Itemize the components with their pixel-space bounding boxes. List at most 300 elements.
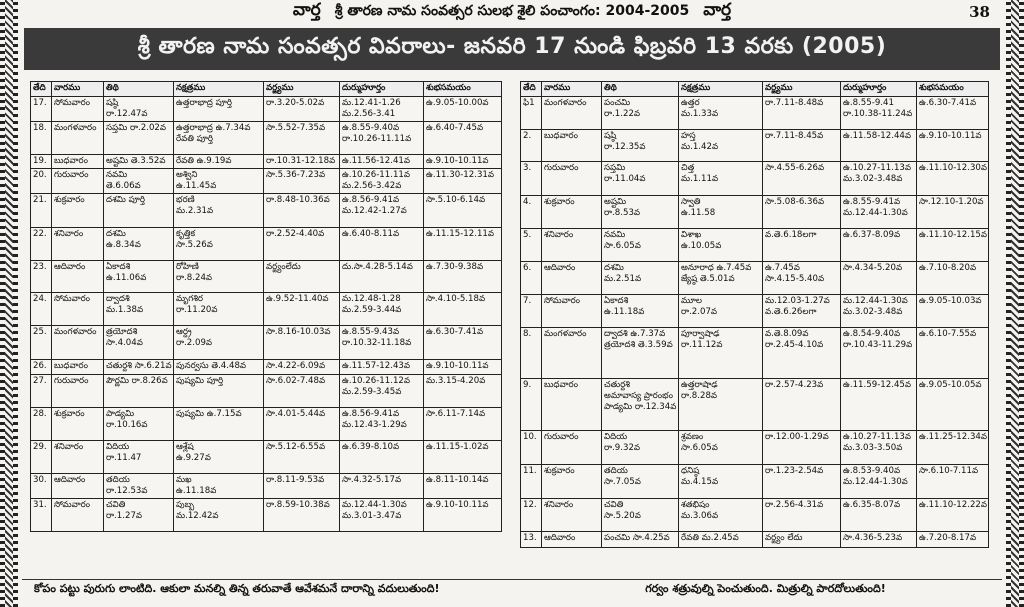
cell-nak (679, 465, 763, 499)
cell-line: రా.11.12వ (681, 340, 723, 350)
cell-line: నవమి (106, 170, 128, 180)
cell-line: ఉ.7.45వ (765, 263, 800, 273)
cell-line: విదియ (604, 432, 628, 442)
cell-line: మ.4.15వ (681, 477, 719, 487)
cell-line: తదియ (604, 466, 628, 476)
cell-dur (841, 130, 917, 162)
column-header: వారము (542, 82, 602, 97)
cell-line: ఆశ్లేష (176, 442, 194, 452)
cell-nak (679, 499, 763, 532)
cell-line: ఉ.10.27-11.13వ (843, 163, 912, 173)
cell-nak (174, 360, 264, 375)
cell-dur (841, 162, 917, 196)
cell-line: మ.2.56-3.41 (342, 109, 396, 119)
cell-line: సా.4.32-5.17వ (342, 475, 402, 485)
cell-line: దు.సా.4.28-5.14వ (342, 262, 413, 272)
cell-line: ఉ.11.58-12.44వ (843, 131, 912, 141)
column-header: నక్షత్రము (679, 82, 763, 97)
cell-var (763, 130, 841, 162)
cell-day: శుక్రవారం (52, 194, 104, 228)
cell-day: సోమవారం (52, 499, 104, 532)
cell-var (763, 229, 841, 262)
cell-line: మ.3.02-3.48వ (843, 307, 903, 317)
cell-shubh (424, 122, 502, 155)
cell-day: శనివారం (542, 499, 602, 532)
cell-date: 28. (31, 408, 52, 441)
cell-line: ఉ.11.18వ (604, 307, 645, 317)
cell-shubh (917, 295, 989, 328)
cell-day: సోమవారం (52, 293, 104, 326)
cell-line: పుబ్బ (176, 500, 195, 510)
cell-dur (841, 465, 917, 499)
cell-line: ఉ.11.10-12.30వ (919, 163, 988, 173)
column-header: దుర్ముహూర్తం (340, 82, 424, 97)
title-banner (24, 28, 1000, 70)
cell-nak (679, 379, 763, 431)
cell-line: రా.10.43-11.29వ (843, 340, 913, 350)
cell-shubh (424, 499, 502, 532)
table-row (31, 474, 502, 499)
cell-shubh (424, 261, 502, 293)
cell-line: త్రయోదశి తె.3.59వ (604, 340, 673, 350)
cell-tithi (602, 465, 679, 499)
cell-line: ఉ.8.56-9.41వ (342, 195, 400, 205)
table-row (31, 408, 502, 441)
cell-shubh (917, 499, 989, 532)
cell-line: సా.5.20వ (604, 511, 641, 521)
cell-nak (174, 441, 264, 474)
cell-line: ఉ.8.55-9.43వ (342, 327, 400, 337)
decorative-border-right (1006, 0, 1024, 607)
cell-line: ఉ.9.10-10.11వ (426, 361, 489, 371)
cell-line: ఉ.7.30-9.38వ (426, 262, 484, 272)
cell-tithi (104, 375, 174, 408)
cell-line: రా.2.56-4.31వ (765, 500, 824, 510)
cell-var (264, 408, 340, 441)
cell-line: రా.8.11-9.53వ (266, 475, 325, 485)
footer-quote-right: గర్వం శత్రువుల్ని పెంచుతుంది. మిత్రుల్ని పారదోలుతుంది! (645, 582, 886, 595)
cell-line: మ.3.03-3.50వ (843, 443, 903, 453)
table-row (31, 360, 502, 375)
cell-nak (174, 97, 264, 122)
vaartha-logo-left: వార్త (292, 0, 321, 20)
cell-line: ఉ.7.20-8.17వ (919, 533, 977, 543)
cell-tithi (104, 97, 174, 122)
table-row (31, 97, 502, 122)
footer-quotes (22, 579, 1002, 600)
cell-tithi (104, 293, 174, 326)
cell-line: రా.8.48-10.36వ (266, 195, 330, 205)
cell-line: ద్వాదశి (106, 294, 130, 304)
table-row (521, 431, 989, 465)
cell-shubh (424, 360, 502, 375)
cell-line: మ.12.44-1.30వ (843, 477, 908, 487)
cell-line: సా.6.11-7.14వ (426, 409, 486, 419)
cell-line: మ.1.42వ (681, 142, 719, 152)
cell-line: సా.8.16-10.03వ (266, 327, 331, 337)
cell-date: 27. (31, 375, 52, 408)
cell-line: పౌర్ణమి రా.8.26వ (106, 376, 168, 386)
cell-day: ఆదివారం (52, 261, 104, 293)
table-row (521, 465, 989, 499)
cell-nak (174, 474, 264, 499)
cell-date: 17. (31, 97, 52, 122)
cell-var (763, 328, 841, 379)
cell-shubh (424, 441, 502, 474)
cell-line: మ.12.42వ (176, 511, 219, 521)
cell-line: సా.4.34-5.20వ (843, 263, 903, 273)
cell-line: మ.3.15-4.20వ (426, 376, 486, 386)
cell-shubh (424, 474, 502, 499)
cell-tithi (104, 326, 174, 360)
table-row (31, 326, 502, 360)
cell-line: రేవతి ఉ.9.19వ (176, 156, 232, 166)
page-number: 38 (969, 3, 990, 21)
cell-var (763, 431, 841, 465)
cell-line: మూల (681, 296, 702, 306)
cell-day: బుధవారం (542, 379, 602, 431)
vaartha-logo-right: వార్త (703, 0, 732, 20)
cell-dur (340, 97, 424, 122)
cell-line: చతుర్దశి (604, 380, 631, 390)
table-row (521, 97, 989, 130)
cell-var (264, 375, 340, 408)
cell-line: రా.3.20-5.02వ (266, 98, 325, 108)
cell-line: అష్టమి (604, 197, 627, 207)
cell-line: ఉ.11.10-12.15వ (919, 230, 988, 240)
table-row (521, 379, 989, 431)
table-row (31, 122, 502, 155)
footer-quote-left: కోపం పట్టు పురుగు లాంటిది. ఆకులా మనల్ని తిన్న తరువాతే ఆవేశమనే దారాన్ని వదులుతుంది! (34, 582, 440, 595)
cell-shubh (917, 431, 989, 465)
cell-line: రేవతి పూర్తి (176, 134, 214, 144)
cell-day: ఆదివారం (542, 262, 602, 295)
table-row (31, 293, 502, 326)
cell-tithi (104, 408, 174, 441)
cell-shubh (917, 97, 989, 130)
cell-date: 3. (521, 162, 542, 196)
cell-line: సా.5.08-6.36వ (765, 197, 825, 207)
cell-day: శుక్రవారం (542, 196, 602, 229)
cell-line: పుష్యమి ఉ.7.15వ (176, 409, 242, 419)
cell-line: షష్ఠి (604, 131, 617, 141)
cell-dur (841, 196, 917, 229)
cell-line: రా.10.38-11.24వ (843, 109, 913, 119)
cell-line: రా.12.00-1.29వ (765, 432, 829, 442)
cell-nak (679, 229, 763, 262)
cell-dur (340, 499, 424, 532)
cell-line: ఉ.8.53-9.40వ (843, 466, 901, 476)
cell-line: ఉ.11.56-12.41వ (342, 156, 411, 166)
cell-line: ఉ.11.15-1.02వ (426, 442, 489, 452)
table-row (521, 162, 989, 196)
cell-line: రా.7.11-8.45వ (765, 131, 824, 141)
cell-line: ఉ.8.55-9.40వ (342, 123, 400, 133)
cell-line: మ.2.56-3.42వ (342, 181, 402, 191)
cell-shubh (424, 326, 502, 360)
cell-tithi (602, 262, 679, 295)
cell-date: 18. (31, 122, 52, 155)
cell-var (264, 360, 340, 375)
cell-line: ఉ.7.10-8.20వ (919, 263, 977, 273)
cell-line: అశ్విని (176, 170, 198, 180)
cell-line: అష్టమి తె.3.52వ (106, 156, 166, 166)
cell-line: ఏకాదశి (604, 296, 629, 306)
cell-var (763, 262, 841, 295)
table-row (31, 441, 502, 474)
cell-var (763, 162, 841, 196)
cell-line: రా.2.45-4.10వ (765, 340, 824, 350)
cell-tithi (602, 379, 679, 431)
cell-line: ఉ.6.30-7.41వ (426, 327, 484, 337)
cell-day: శుక్రవారం (542, 465, 602, 499)
cell-dur (340, 375, 424, 408)
cell-line: వర్జ్యం లేదు (765, 533, 803, 543)
cell-line: చవితి (604, 500, 624, 510)
cell-line: సా.4.22-6.09వ (266, 361, 326, 371)
cell-tithi (602, 295, 679, 328)
cell-line: ఉ.6.30-7.41వ (919, 98, 977, 108)
cell-line: ఉ.9.05-10.00వ (426, 98, 489, 108)
cell-line: మ.12.42-1.27వ (342, 206, 407, 216)
column-header: తిథి (602, 82, 679, 97)
cell-line: రా.7.11-8.48వ (765, 98, 824, 108)
cell-line: సా.7.05వ (604, 477, 641, 487)
table-row (521, 328, 989, 379)
cell-line: ఉ.11.15-12.11వ (426, 229, 495, 239)
cell-date: 4. (521, 196, 542, 229)
cell-line: మ.3.02-3.48వ (843, 174, 903, 184)
cell-tithi (602, 499, 679, 532)
cell-line: రేవతి మ.2.45వ (681, 533, 739, 543)
cell-nak (174, 155, 264, 169)
cell-shubh (424, 97, 502, 122)
cell-line: దశమి (604, 263, 624, 273)
cell-date: 8. (521, 328, 542, 379)
cell-line: పంచమి సా.4.25వ (604, 533, 670, 543)
cell-date: 13. (521, 532, 542, 548)
cell-line: తె.6.06వ (106, 181, 141, 191)
cell-line: ఉ.8.54-9.40వ (843, 329, 901, 339)
cell-line: విదియ (106, 442, 130, 452)
cell-date: ఫి1 (521, 97, 542, 130)
column-header: వర్జ్యము (264, 82, 340, 97)
cell-line: జ్యేష్ఠ తె.5.01వ (681, 274, 735, 284)
cell-date: 22. (31, 228, 52, 261)
cell-nak (679, 162, 763, 196)
cell-line: పంచమి (604, 98, 631, 108)
table-row (521, 499, 989, 532)
cell-line: పుష్యమి పూర్తి (176, 376, 224, 386)
cell-tithi (104, 441, 174, 474)
cell-line: పాడ్యమి (106, 409, 135, 419)
cell-line: సా.5.10-6.14వ (426, 195, 486, 205)
cell-dur (340, 326, 424, 360)
cell-date: 5. (521, 229, 542, 262)
cell-shubh (917, 162, 989, 196)
cell-line: మ.12.43-1.29వ (342, 420, 407, 430)
banner-title: శ్రీ తారణ నామ సంవత్సర వివరాలు- జనవరి 17 నుండి ఫిబ్రవరి 13 వరకు (2005) (137, 34, 887, 59)
cell-day: శుక్రవారం (52, 408, 104, 441)
column-header: నక్షత్రము (174, 82, 264, 97)
cell-line: ఉ.6.35-8.07వ (843, 500, 901, 510)
cell-line: వ.తె.8.09వ (765, 329, 809, 339)
cell-shubh (424, 408, 502, 441)
cell-line: మ.2.59-3.45వ (342, 387, 402, 397)
cell-dur (841, 532, 917, 548)
cell-line: రా.2.07వ (681, 307, 718, 317)
cell-line: మ.12.48-1.28 (342, 294, 401, 304)
cell-shubh (424, 155, 502, 169)
cell-date: 25. (31, 326, 52, 360)
cell-line: ఉ.6.10-7.55వ (919, 329, 977, 339)
cell-line: సా.6.05వ (681, 443, 718, 453)
cell-nak (679, 97, 763, 130)
cell-line: మ.1.38వ (106, 305, 144, 315)
cell-tithi (104, 194, 174, 228)
cell-dur (841, 229, 917, 262)
cell-day: బుధవారం (52, 155, 104, 169)
cell-line: రా.12.47వ (106, 109, 148, 119)
column-header: వారము (52, 82, 104, 97)
cell-var (264, 441, 340, 474)
cell-var (264, 228, 340, 261)
table-row (31, 194, 502, 228)
cell-date: 12. (521, 499, 542, 532)
panchangam-table-right (520, 81, 989, 548)
cell-line: నవమి (604, 230, 626, 240)
cell-line: త్రయోదశి (106, 327, 138, 337)
cell-tithi (602, 532, 679, 548)
cell-line: రా.1.23-2.54వ (765, 466, 824, 476)
page-header (22, 0, 1002, 24)
cell-line: సా.4.36-5.23వ (843, 533, 903, 543)
table-row (521, 532, 989, 548)
cell-date: 11. (521, 465, 542, 499)
cell-day: మంగళవారం (542, 97, 602, 130)
cell-dur (340, 228, 424, 261)
cell-day: శనివారం (52, 441, 104, 474)
cell-line: ఉత్తరాభాద్ర ఉ.7.34వ (176, 123, 251, 133)
column-header: శుభసమయం (917, 82, 989, 97)
cell-line: ఉ.9.10-10.11వ (426, 500, 489, 510)
table-row (521, 295, 989, 328)
cell-dur (340, 293, 424, 326)
cell-day: ఆదివారం (52, 474, 104, 499)
cell-dur (340, 169, 424, 194)
cell-line: ఉ.9.05-10.03వ (919, 296, 982, 306)
cell-var (264, 155, 340, 169)
cell-line: సా.6.10-7.11వ (919, 466, 979, 476)
cell-var (264, 169, 340, 194)
cell-line: సా.5.12-6.55వ (266, 442, 326, 452)
cell-tithi (104, 474, 174, 499)
cell-line: ఉ.10.05వ (681, 241, 722, 251)
cell-tithi (602, 97, 679, 130)
cell-line: రా.11.20వ (176, 305, 218, 315)
cell-day: గురువారం (52, 375, 104, 408)
cell-line: షష్ఠి (106, 98, 119, 108)
column-header: శుభసమయం (424, 82, 502, 97)
cell-var (264, 97, 340, 122)
cell-line: మ.3.06వ (681, 511, 719, 521)
cell-line: మ.12.44-1.30వ (843, 208, 908, 218)
cell-line: ఉ.10.26-11.12వ (342, 376, 411, 386)
cell-dur (841, 431, 917, 465)
table-row (521, 130, 989, 162)
cell-tithi (104, 155, 174, 169)
cell-date: 7. (521, 295, 542, 328)
cell-shubh (917, 465, 989, 499)
cell-line: రా.2.09వ (176, 338, 213, 348)
cell-date: 31. (31, 499, 52, 532)
cell-line: సా.4.55-6.26వ (765, 163, 825, 173)
table-header-row (31, 82, 502, 97)
cell-tithi (602, 130, 679, 162)
cell-dur (841, 295, 917, 328)
cell-date: 10. (521, 431, 542, 465)
cell-day: గురువారం (542, 162, 602, 196)
cell-line: భరణి (176, 195, 195, 205)
table-header-row (521, 82, 989, 97)
cell-day: ఆదివారం (542, 532, 602, 548)
cell-nak (679, 532, 763, 548)
cell-day: బుధవారం (542, 130, 602, 162)
cell-tithi (104, 499, 174, 532)
cell-tithi (104, 122, 174, 155)
cell-dur (841, 97, 917, 130)
cell-day: గురువారం (52, 169, 104, 194)
cell-line: విశాఖ (681, 230, 702, 240)
cell-line: ఉత్తరాభాద్ర పూర్తి (176, 98, 232, 108)
table-row (31, 261, 502, 293)
cell-line: ఉ.8.11-10.14వ (426, 475, 489, 485)
cell-dur (340, 261, 424, 293)
cell-line: హస్త (681, 131, 696, 141)
cell-date: 24. (31, 293, 52, 326)
cell-line: సా.4.04వ (106, 338, 143, 348)
cell-nak (174, 261, 264, 293)
cell-line: సా.5.26వ (176, 240, 213, 250)
cell-nak (679, 328, 763, 379)
cell-line: ఉ.10.27-11.13వ (843, 432, 912, 442)
cell-line: ఉ.8.55-9.41 (843, 98, 894, 108)
cell-day: మంగళవారం (52, 326, 104, 360)
cell-line: రా.11.04వ (604, 174, 646, 184)
cell-day: మంగళవారం (52, 122, 104, 155)
cell-line: ఆర్ద్ర (176, 327, 192, 337)
cell-line: అమావాస్య ప్రారంభం (604, 391, 673, 401)
cell-line: ఉ.9.10-10.11వ (426, 156, 489, 166)
cell-nak (174, 169, 264, 194)
table-row (31, 499, 502, 532)
cell-line: చవితి (106, 500, 126, 510)
cell-nak (679, 295, 763, 328)
cell-shubh (424, 194, 502, 228)
cell-var (763, 379, 841, 431)
cell-shubh (424, 228, 502, 261)
cell-nak (174, 228, 264, 261)
cell-line: ఉ.6.40-7.45వ (426, 123, 484, 133)
cell-line: ఉ.9.05-10.05వ (919, 380, 982, 390)
cell-line: సా.4.01-5.44వ (266, 409, 326, 419)
cell-line: మ.3.01-3.47వ (342, 511, 402, 521)
cell-line: మృగశిర (176, 294, 204, 304)
cell-line: రా.8.24వ (176, 273, 213, 283)
cell-line: మ.1.33వ (681, 109, 719, 119)
cell-line: ఉ.6.40-8.11వ (342, 229, 400, 239)
cell-day: సోమవారం (542, 295, 602, 328)
